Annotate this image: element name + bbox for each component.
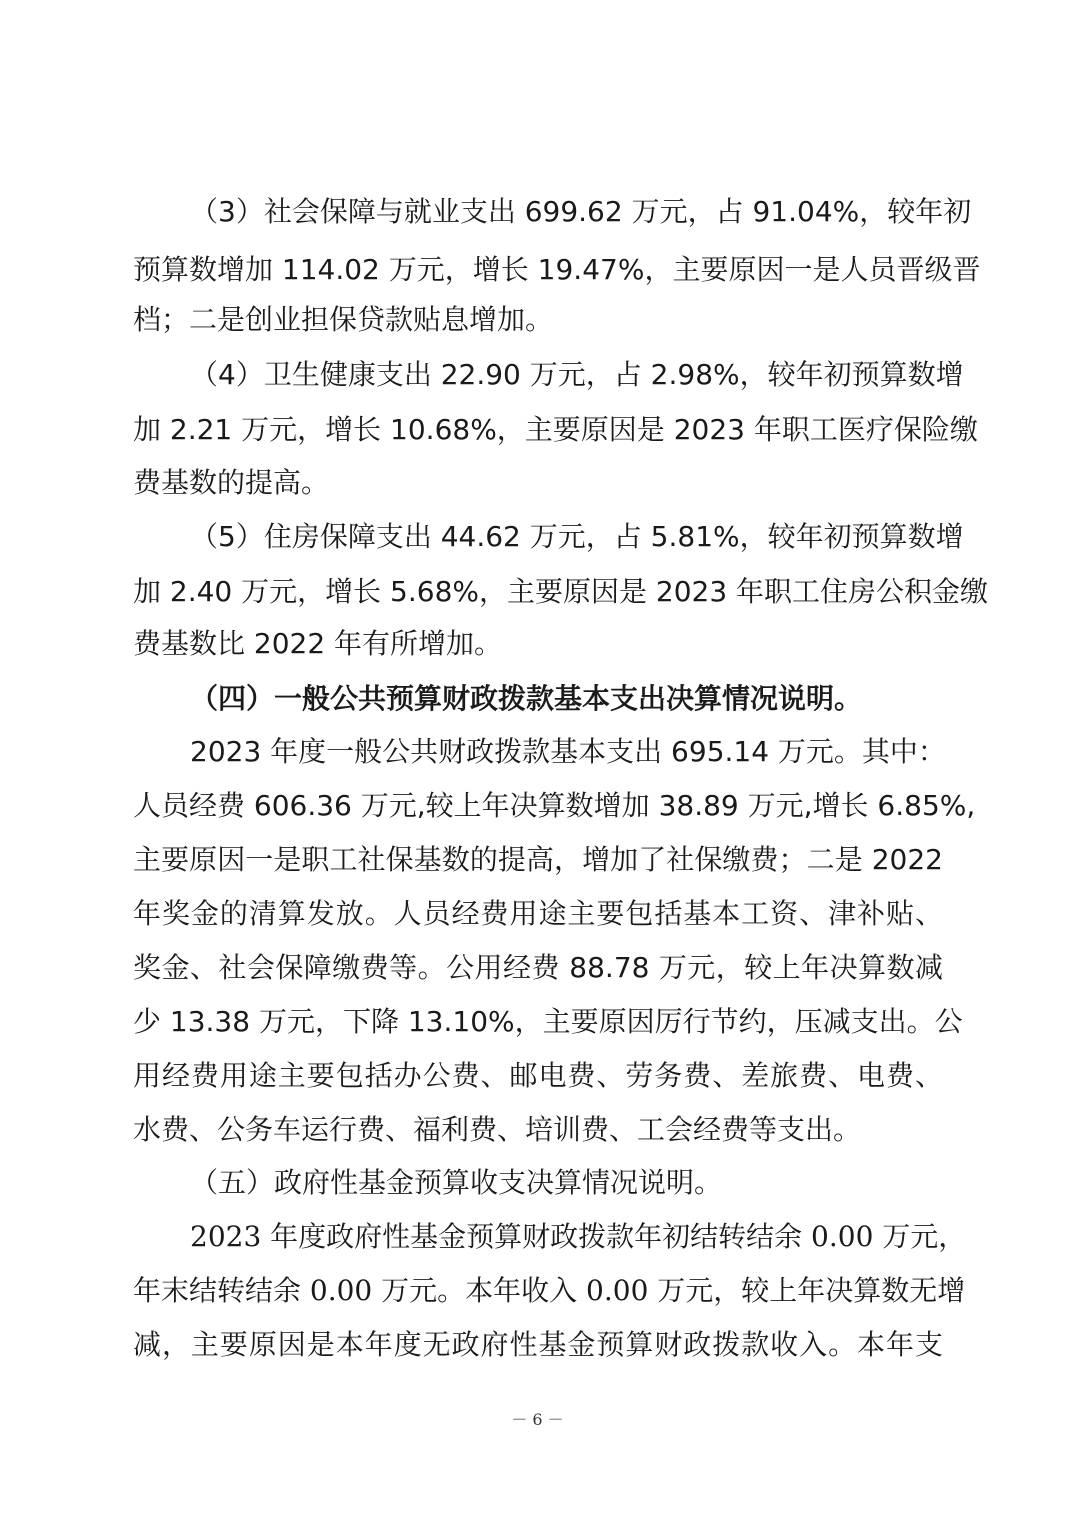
paragraph-line: 加 2.40 万元，增长 5.68%，主要原因是 2023 年职工住房公积金缴 [133, 575, 989, 608]
paragraph-line: 费基数比 2022 年有所增加。 [133, 627, 503, 660]
paragraph-line: 档；二是创业担保贷款贴息增加。 [133, 303, 554, 336]
paragraph-line: 奖金、社会保障缴费等。公用经费 88.78 万元，较上年决算数减 [133, 951, 943, 984]
section-heading: （五）政府性基金预算收支决算情况说明。 [190, 1166, 723, 1199]
page-number: － 6 － [511, 1410, 564, 1429]
paragraph-line: 减，主要原因是本年度无政府性基金预算财政拨款收入。本年支 [133, 1328, 943, 1361]
paragraph-line: 人员经费 606.36 万元,较上年决算数增加 38.89 万元,增长 6.85%, [133, 789, 976, 822]
paragraph-line: （5）住房保障支出 44.62 万元，占 5.81%，较年初预算数增 [190, 520, 964, 553]
paragraph-line: 年奖金的清算发放。人员经费用途主要包括基本工资、津补贴、 [133, 897, 943, 930]
paragraph-line: （3）社会保障与就业支出 699.62 万元，占 91.04%，较年初 [190, 195, 972, 228]
paragraph-line: 2023 年度一般公共财政拨款基本支出 695.14 万元。其中： [190, 735, 946, 768]
paragraph-line: 加 2.21 万元，增长 10.68%，主要原因是 2023 年职工医疗保险缴 [133, 413, 978, 446]
paragraph-line: 费基数的提高。 [133, 466, 330, 499]
paragraph-line: 用经费用途主要包括办公费、邮电费、劳务费、差旅费、电费、 [133, 1059, 943, 1092]
paragraph-line: 少 13.38 万元，下降 13.10%，主要原因厉行节约，压减支出。公 [133, 1005, 963, 1038]
paragraph-line: 水费、公务车运行费、福利费、培训费、工会经费等支出。 [133, 1113, 862, 1146]
section-heading: （四）一般公共预算财政拨款基本支出决算情况说明。 [190, 682, 863, 715]
paragraph-line: （4）卫生健康支出 22.90 万元，占 2.98%，较年初预算数增 [190, 358, 964, 391]
paragraph-line: 预算数增加 114.02 万元，增长 19.47%，主要原因一是人员晋级晋 [133, 253, 981, 286]
paragraph-line: 2023 年度政府性基金预算财政拨款年初结转结余 0.00 万元， [190, 1220, 967, 1253]
paragraph-line: 年末结转结余 0.00 万元。本年收入 0.00 万元，较上年决算数无增 [133, 1274, 966, 1307]
paragraph-line: 主要原因一是职工社保基数的提高，增加了社保缴费；二是 2022 [133, 843, 943, 876]
